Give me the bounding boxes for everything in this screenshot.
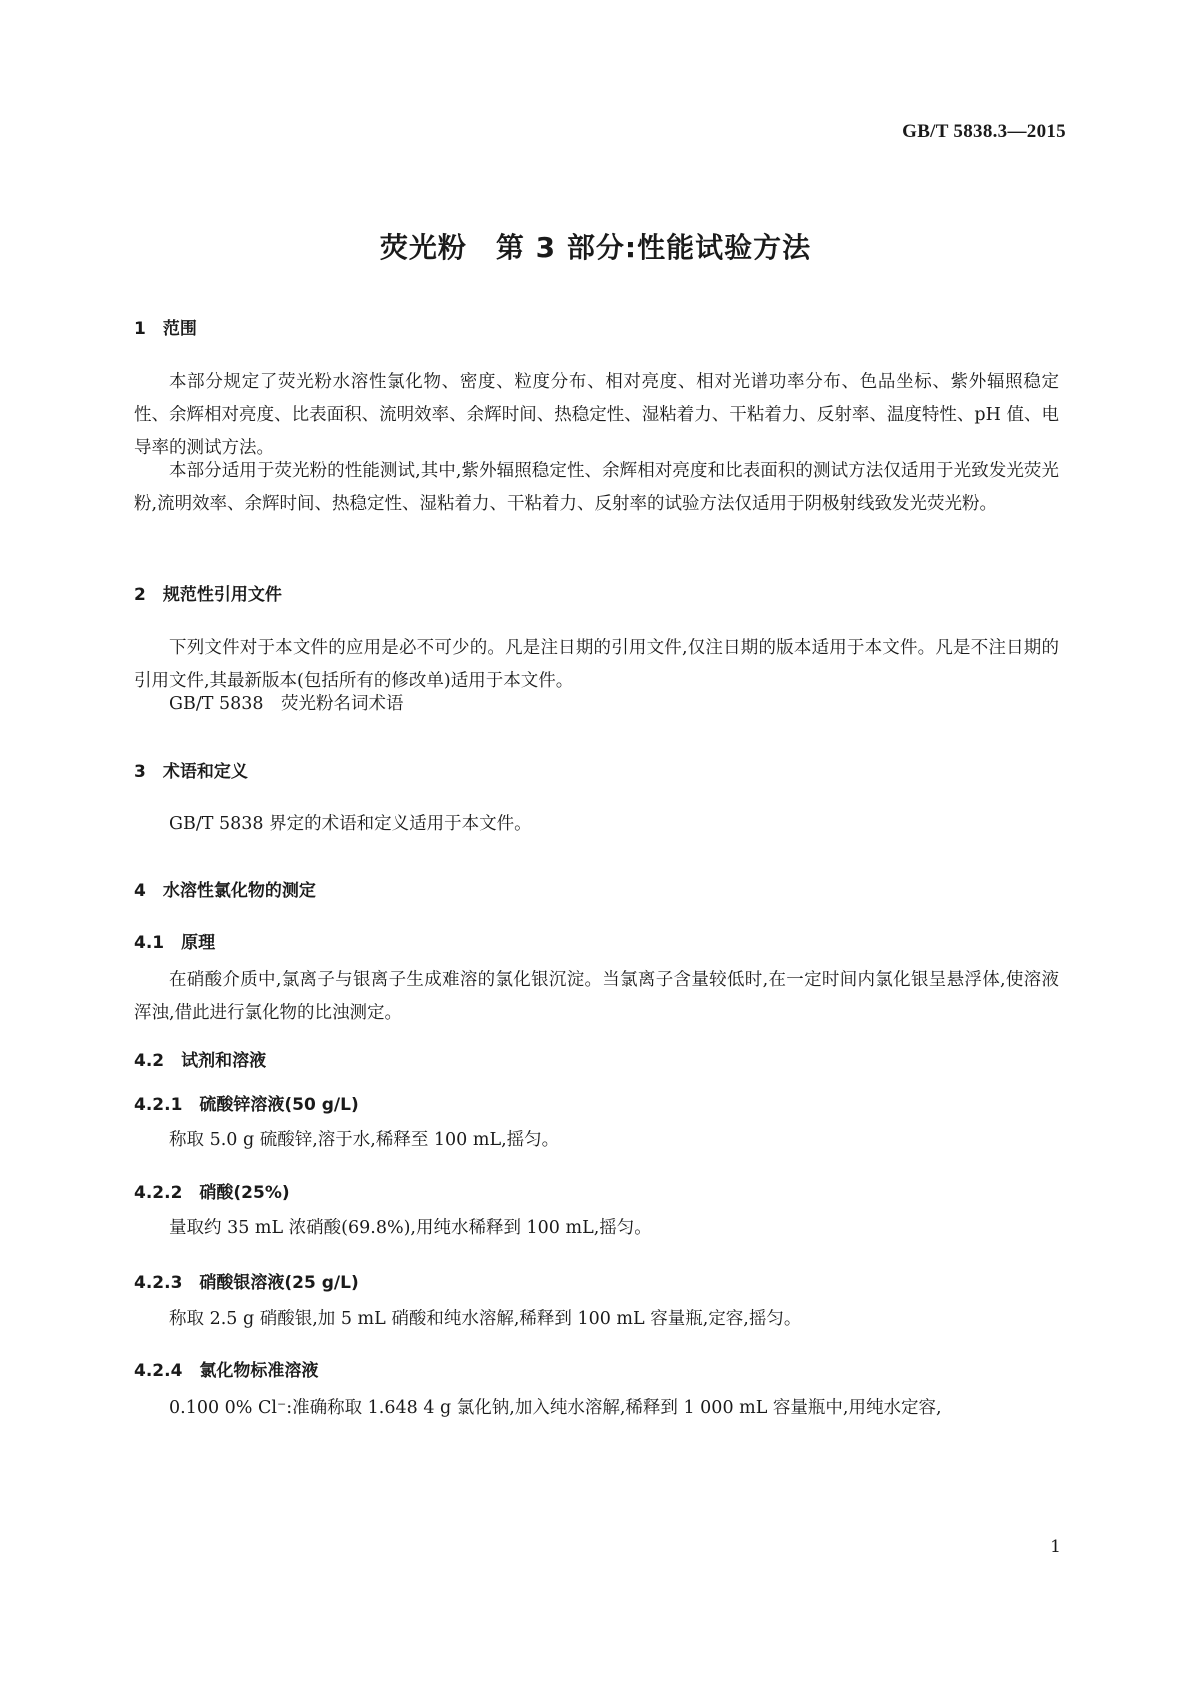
section-4-2-1-paragraph: 称取 5.0 g 硫酸锌,溶于水,稀释至 100 mL,摇匀。 — [169, 1130, 560, 1150]
section-2-paragraph-1: 下列文件对于本文件的应用是必不可少的。凡是注日期的引用文件,仅注日期的版本适用于本文件。凡是不注日期的引用文件,其最新版本(包括所有的修改单)适用于本文件。 — [134, 638, 1059, 691]
section-4-2-3-paragraph: 称取 2.5 g 硝酸银,加 5 mL 硝酸和纯水溶解,稀释到 100 mL 容量瓶,定容,摇匀。 — [169, 1309, 802, 1329]
standard-code: GB/T 5838.3—2015 — [902, 121, 1066, 142]
section-2-heading: 2 规范性引用文件 — [134, 585, 282, 605]
section-4-heading: 4 水溶性氯化物的测定 — [134, 881, 316, 901]
section-3-heading: 3 术语和定义 — [134, 762, 248, 782]
section-4-2-1-heading: 4.2.1 硫酸锌溶液(50 g/L) — [134, 1095, 359, 1115]
section-4-2-4-heading: 4.2.4 氯化物标准溶液 — [134, 1361, 319, 1381]
section-4-2-3-heading: 4.2.3 硝酸银溶液(25 g/L) — [134, 1273, 359, 1293]
page-number: 1 — [1050, 1537, 1061, 1557]
normative-reference: GB/T 5838 荧光粉名词术语 — [169, 694, 404, 714]
section-4-1-heading: 4.1 原理 — [134, 933, 216, 953]
section-4-1-paragraph: 在硝酸介质中,氯离子与银离子生成难溶的氯化银沉淀。当氯离子含量较低时,在一定时间内氯化银呈悬浮体,使溶液浑浊,借此进行氯化物的比浊测定。 — [134, 970, 1059, 1023]
section-3-paragraph-1: GB/T 5838 界定的术语和定义适用于本文件。 — [169, 814, 532, 834]
section-1-paragraph-1: 本部分规定了荧光粉水溶性氯化物、密度、粒度分布、相对亮度、相对光谱功率分布、色品坐标、紫外辐照稳定性、余辉相对亮度、比表面积、流明效率、余辉时间、热稳定性、湿粘着力、干粘着力、反射率、温度特性、pH 值、电导率的测试方法。 — [134, 372, 1059, 458]
section-1-heading: 1 范围 — [134, 319, 197, 339]
section-4-2-4-paragraph: 0.100 0% Cl⁻:准确称取 1.648 4 g 氯化钠,加入纯水溶解,稀释到 1 000 mL 容量瓶中,用纯水定容, — [169, 1398, 942, 1418]
section-1-paragraph-2: 本部分适用于荧光粉的性能测试,其中,紫外辐照稳定性、余辉相对亮度和比表面积的测试方法仅适用于光致发光荧光粉,流明效率、余辉时间、热稳定性、湿粘着力、干粘着力、反射率的试验方法仅适用于阴极射线致发光荧光粉。 — [134, 461, 1059, 514]
document-title: 荧光粉 第 3 部分:性能试验方法 — [379, 231, 812, 264]
section-4-2-heading: 4.2 试剂和溶液 — [134, 1051, 267, 1071]
section-4-2-2-heading: 4.2.2 硝酸(25%) — [134, 1183, 290, 1203]
section-4-2-2-paragraph: 量取约 35 mL 浓硝酸(69.8%),用纯水稀释到 100 mL,摇匀。 — [169, 1218, 652, 1238]
